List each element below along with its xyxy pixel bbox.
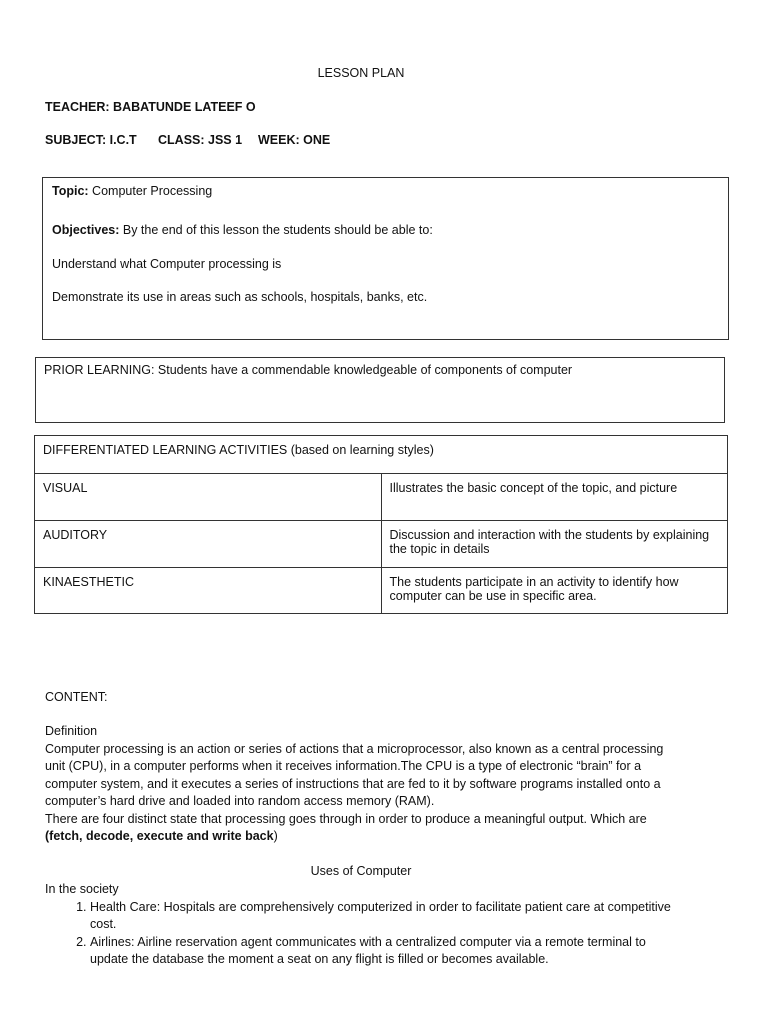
week-label: WEEK: ONE: [258, 133, 331, 147]
objectives-label: Objectives:: [52, 223, 120, 237]
topic-box: [42, 177, 729, 340]
style-cell: VISUAL: [35, 474, 382, 521]
activity-cell: Discussion and interaction with the students by explaining the topic in details: [381, 521, 728, 568]
objectives-value: By the end of this lesson the students should be able to:: [119, 223, 433, 237]
states-open: (: [45, 829, 50, 843]
activity-cell: Illustrates the basic concept of the topic, and picture: [381, 474, 728, 521]
definition-heading: Definition: [45, 724, 98, 738]
topic-value: Computer Processing: [88, 184, 213, 198]
class-label: CLASS: JSS 1: [158, 133, 243, 147]
activity-cell: The students participate in an activity to identify how computer can be use in specific area.: [381, 568, 728, 614]
table-row: [35, 568, 728, 614]
subject-label: SUBJECT: I.C.T: [45, 133, 137, 147]
uses-section: [45, 881, 685, 969]
style-cell: AUDITORY: [35, 521, 382, 568]
uses-list: [45, 899, 685, 969]
page-title: LESSON PLAN: [317, 66, 405, 80]
teacher-line: TEACHER: BABATUNDE LATEEF O: [45, 100, 256, 114]
society-heading: In the society: [45, 882, 119, 896]
content-body: [45, 723, 685, 846]
table-row: [35, 521, 728, 568]
uses-heading: Uses of Computer: [310, 864, 412, 878]
states-text: There are four distinct state that processing goes through in order to produce a meaningful output. Which are: [45, 811, 647, 826]
states-close: ): [273, 829, 278, 843]
objectives-line: [52, 223, 433, 237]
topic-label: Topic:: [52, 184, 89, 198]
activities-heading: DIFFERENTIATED LEARNING ACTIVITIES (based on learning styles): [35, 436, 728, 474]
states-paragraph: [45, 811, 685, 846]
list-item: 2. Airlines: Airline reservation agent communicates with a centralized computer via a remote terminal to update the database the moment a seat on any flight is filled or becomes available.: [90, 934, 685, 969]
objective-1: Understand what Computer processing is: [52, 257, 282, 271]
definition-text: Computer processing is an action or series of actions that a microprocessor, also known as a central processing unit (CPU), in a computer performs when it receives information.The CPU is a type of electronic “brain” for a computer system, and it executes a series of instructions that are fed to it by software programs installed onto a computer’s hard drive and loaded into random access memory (RAM).: [45, 741, 664, 808]
style-cell: KINAESTHETIC: [35, 568, 382, 614]
topic-line: [52, 184, 212, 198]
content-heading: CONTENT:: [45, 690, 108, 704]
prior-learning-text: PRIOR LEARNING: Students have a commendable knowledgeable of components of computer: [44, 363, 573, 377]
objective-2: Demonstrate its use in areas such as schools, hospitals, banks, etc.: [52, 290, 428, 304]
activities-table: [34, 435, 728, 614]
states-list: fetch, decode, execute and write back: [49, 829, 274, 843]
list-item: 1. Health Care: Hospitals are comprehensively computerized in order to facilitate patient care at competitive cost.: [90, 899, 685, 934]
activities-header-row: [35, 436, 728, 474]
table-row: [35, 474, 728, 521]
prior-learning-box: [35, 357, 725, 423]
